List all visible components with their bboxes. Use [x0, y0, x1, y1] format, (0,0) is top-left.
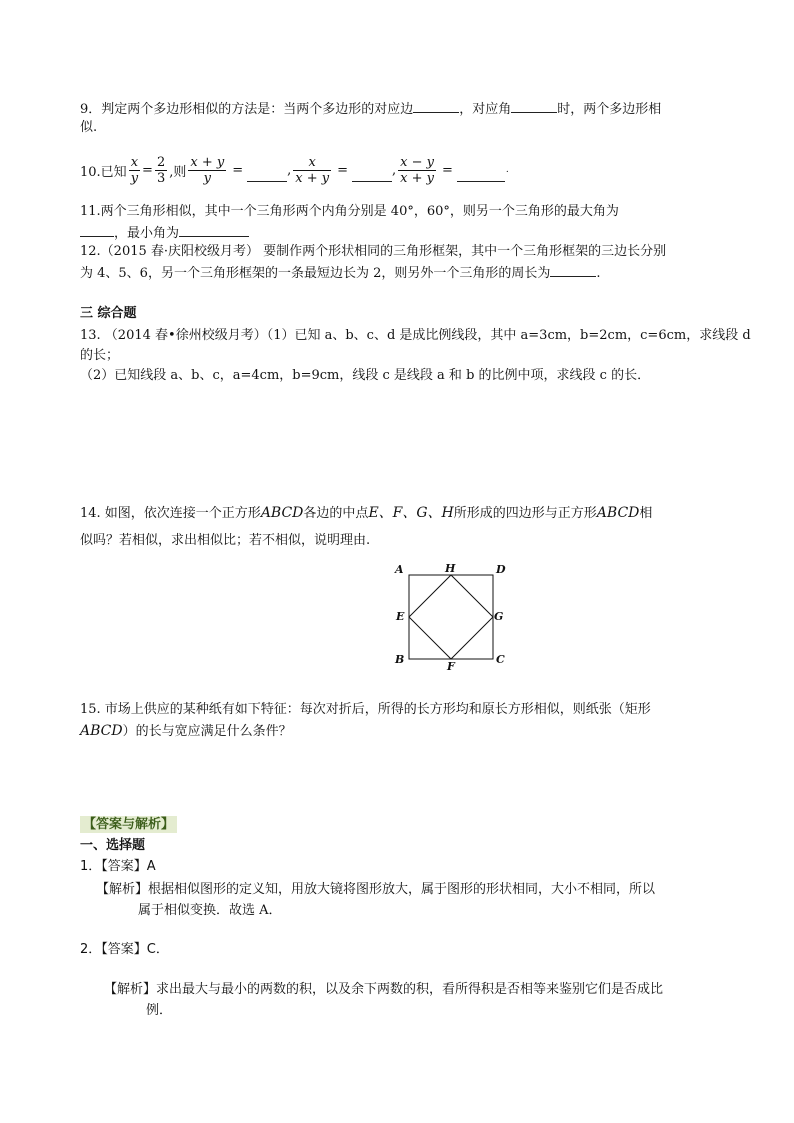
q10-f2-num: x: [293, 155, 331, 171]
answer-2-exp-text: 求出最大与最小的两数的积，以及余下两数的积，看所得积是否相等来鉴别它们是否成比: [156, 982, 664, 997]
q10-given-ratio: [155, 155, 167, 186]
square-abcd: [409, 575, 493, 659]
q10-line: [80, 150, 509, 190]
q12-line2: [80, 262, 601, 284]
answer-2-exp-label: 【解析】: [104, 982, 157, 997]
square-figure: [385, 560, 515, 672]
q10-given-rnum: 2: [156, 154, 166, 170]
q10-given-den: y: [130, 170, 139, 186]
label-g: G: [494, 610, 504, 623]
q10-f1-den: y: [203, 170, 211, 186]
q10-f1-num: x + y: [190, 154, 225, 170]
q14-efgh: E、F、G、H: [368, 505, 454, 521]
q13-line2: 的长；: [80, 348, 120, 363]
label-c: C: [496, 653, 505, 666]
q10-then: ,则: [169, 164, 187, 180]
q10-given-fraction: [129, 155, 140, 186]
q9-text-a: 9．判定两个多边形相似的方法是：当两个多边形的对应边: [80, 102, 414, 117]
answer-2-text: 2．【答案】C．: [80, 942, 169, 957]
answers-tag-label: 【答案与解析】: [80, 816, 177, 833]
q10-f3-num: x − y: [400, 154, 434, 170]
q10-comma-2: ,: [392, 162, 397, 178]
q11-line2-text: ，最小角为: [114, 226, 180, 241]
q9-line1: [80, 98, 661, 120]
label-h: H: [445, 562, 456, 575]
q11-line2: [80, 222, 249, 244]
q12-end: .: [596, 266, 601, 281]
answer-2-explanation-line1: [104, 980, 663, 1000]
answer-1-label: [80, 857, 156, 877]
q14-line1: [80, 503, 652, 524]
q13-line1: 13. （2014 春•徐州校级月考）（1）已知 a、b、c、d 是成比例线段，其中 a=3cm，b=2cm，c=6cm，求线段 d: [80, 328, 751, 343]
inner-quadrilateral-efgh: [409, 575, 493, 659]
q10-end: .: [505, 165, 509, 175]
q12-line2-text: 为 4、5、6，另一个三角形框架的一条最短边长为 2，则另外一个三角形的周长为: [80, 266, 551, 281]
label-a: A: [395, 563, 404, 576]
q10-given-num: x: [129, 155, 140, 171]
section-3-title: 三 综合题: [80, 306, 137, 321]
q10-eq-3: =: [442, 162, 453, 178]
answer-2-label: [80, 940, 169, 960]
q12-line1: 12.（2015 春·庆阳校级月考） 要制作两个形状相同的三角形框架，其中一个三角形框架的三边长分别: [80, 244, 667, 259]
q11-line1: 11.两个三角形相似，其中一个三角形两个内角分别是 40°，60°，则另一个三角形的最大角为: [80, 204, 619, 219]
q14-text-a: 14. 如图，依次连接一个正方形: [80, 506, 261, 521]
q10-prefix: 10.已知: [80, 164, 127, 180]
answers-tag: [80, 815, 177, 835]
q10-blank-2[interactable]: [352, 167, 392, 182]
q10-frac-1: [188, 155, 226, 186]
q10-given-rden: 3: [156, 170, 166, 186]
q10-eq-2: =: [337, 162, 349, 178]
label-d: D: [496, 563, 506, 576]
q10-frac-3: [398, 155, 436, 186]
q10-comma-1: ,: [287, 162, 292, 178]
q10-f2-den: x + y: [295, 170, 330, 186]
q13-line3: （2）已知线段 a、b、c，a=4cm，b=9cm，线段 c 是线段 a 和 b 的比例中项，求线段 c 的长．: [80, 368, 651, 383]
q10-frac-2: [293, 155, 331, 186]
q10-blank-3[interactable]: [457, 167, 505, 182]
answer-1-exp-text: 根据相似图形的定义知，用放大镜将图形放大，属于图形的形状相同，大小不相同，所以: [148, 882, 656, 897]
q15-abcd: ABCD: [80, 723, 123, 739]
q11-blank-1[interactable]: [80, 222, 114, 237]
q15-line2: [80, 721, 292, 742]
q14-text-d: 相: [639, 506, 653, 521]
answers-section-1: 一、选择题: [80, 838, 146, 853]
q10-eq-1: =: [232, 162, 244, 178]
answer-1-exp-label: 【解析】: [96, 882, 149, 897]
q12-blank[interactable]: [550, 262, 596, 277]
q15-line2-text: ）的长与宽应满足什么条件？: [122, 724, 292, 739]
q9-text-c: 时，两个多边形相: [557, 102, 662, 117]
q10-given-eq: =: [142, 162, 153, 178]
q9-blank-1[interactable]: [413, 98, 459, 113]
answer-2-explanation-line2: 例．: [146, 1003, 173, 1018]
q14-text-c: 所形成的四边形与正方形: [453, 506, 597, 521]
q9-text-b: ，对应角: [459, 102, 512, 117]
q9-line2: 似.: [80, 120, 98, 135]
q14-line2: 似吗？若相似，求出相似比；若不相似，说明理由.: [80, 533, 371, 548]
answer-1-text: 1．【答案】A: [80, 859, 156, 874]
q14-abcd-1: ABCD: [260, 505, 304, 521]
answer-1-explanation-line1: [96, 880, 655, 900]
label-f: F: [447, 660, 455, 672]
q10-blank-1[interactable]: [247, 167, 287, 182]
q14-abcd-2: ABCD: [596, 505, 640, 521]
q11-blank-2[interactable]: [179, 222, 249, 237]
q15-line1: 15. 市场上供应的某种纸有如下特征：每次对折后，所得的长方形均和原长方形相似，则纸张（矩形: [80, 702, 651, 717]
label-b: B: [395, 653, 405, 666]
label-e: E: [396, 610, 405, 623]
q14-text-b: 各边的中点: [303, 506, 369, 521]
answer-1-explanation-line2: 属于相似变换．故选 A．: [138, 903, 282, 918]
q9-blank-2[interactable]: [511, 98, 557, 113]
q10-f3-den: x + y: [400, 170, 434, 186]
